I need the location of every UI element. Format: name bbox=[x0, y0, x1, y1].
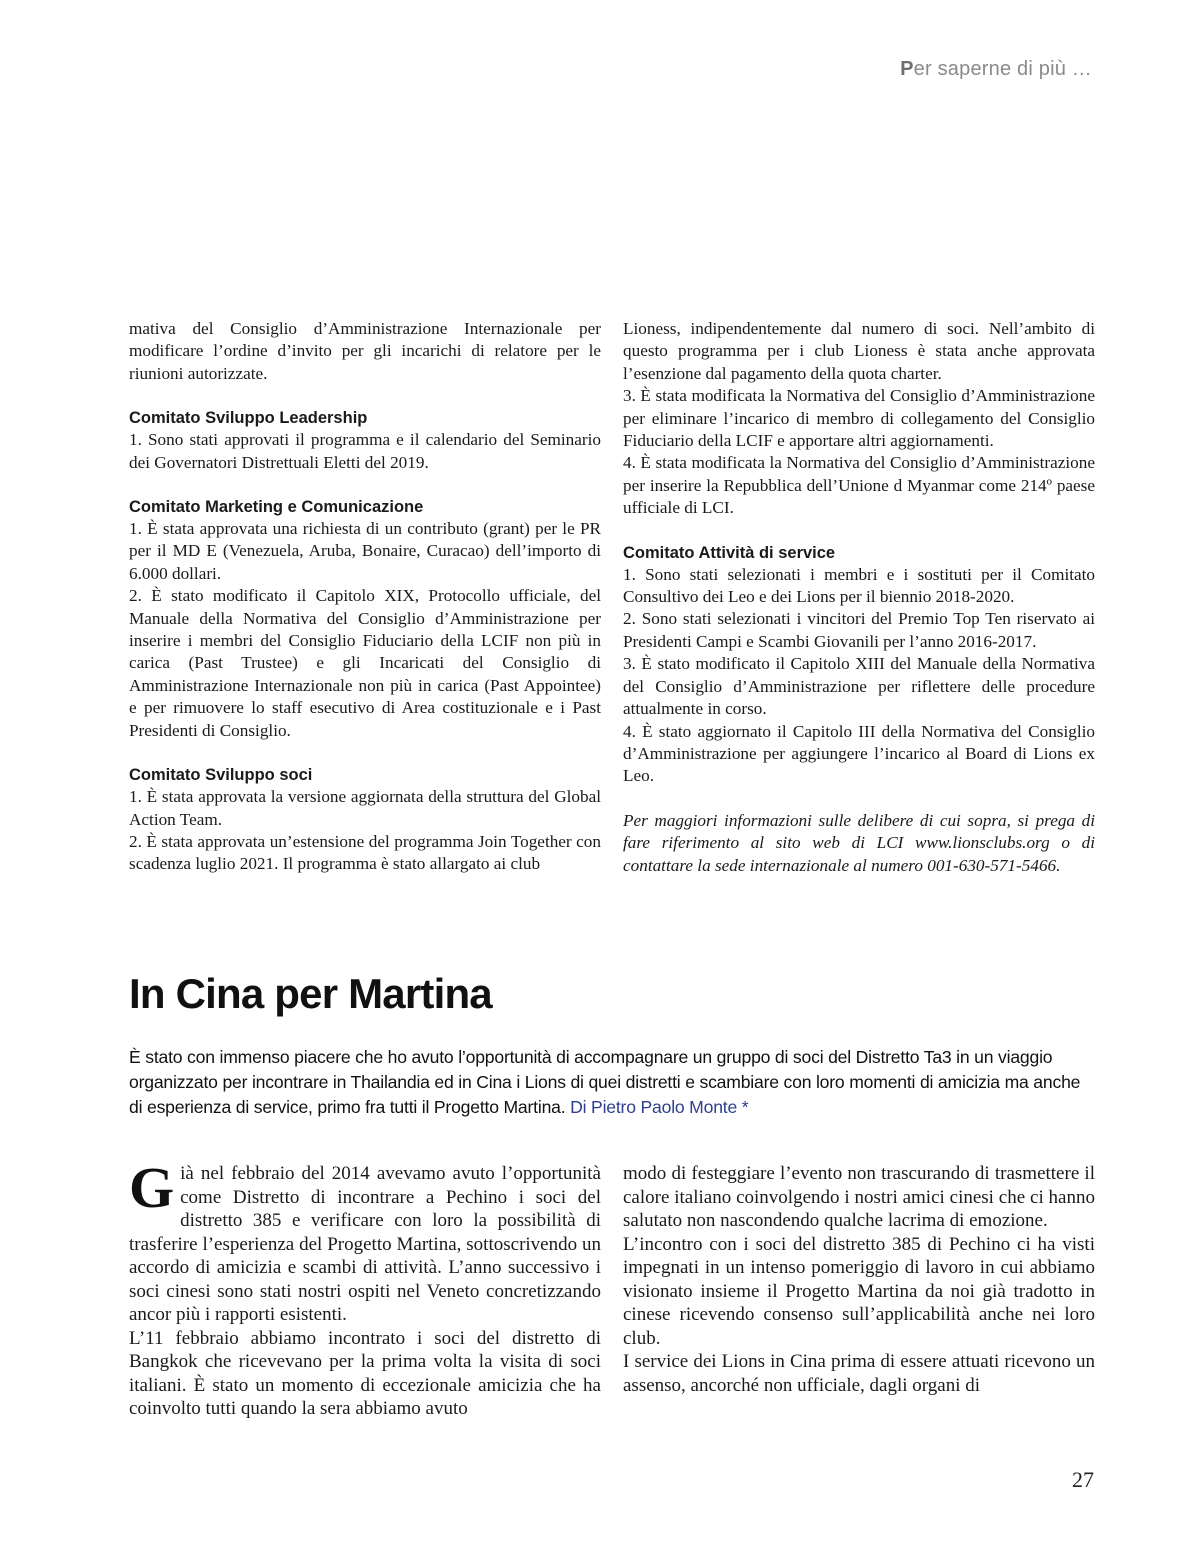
membership-continuation: Lioness, indipendentemente dal numero di soci. Nell’ambito di questo programma per i club Lioness è stata anche approvata l’esenzione dal pagamento della quota charter. bbox=[623, 319, 1095, 383]
membership-item-1: 1. È stata approvata la versione aggiornata della struttura del Global Action Team. bbox=[129, 787, 601, 829]
running-header-initial: P bbox=[900, 58, 914, 80]
marketing-item-2: 2. È stato modificato il Capitolo XIX, Protocollo ufficiale, del Manuale della Normativa del Consiglio d’Amministrazione per inserire i membri del Consiglio Fiduciario della LCIF non più in carica (Past Trustee) e gli Incaricati del Consiglio di Amministrazione Internazionale non più in carica (Past Appointee) e per rimuovere lo staff esecutivo di Area costituzionale e i Past Presidenti di Consiglio. bbox=[129, 586, 601, 740]
info-note: Per maggiori informazioni sulle delibere di cui sopra, si prega di fare riferimento al sito web di LCI www.lionsclubs.org o di contattare la sede internazionale al numero 001-630-571-5466. bbox=[623, 810, 1095, 875]
article-title: In Cina per Martina bbox=[129, 970, 492, 1017]
lead-text: È stato con immenso piacere che ho avuto l’opportunità di accompagnare un gruppo di soci del Distretto Ta3 in un viaggio organizzato per incontrare in Thailandia ed in Cina i Lions di quei distretti e scambiare con loro momenti di amicizia ma anche di esperienza di service, primo fra tutti il Progetto Martina. bbox=[129, 1047, 1081, 1117]
leadership-item-1: 1. Sono stati approvati il programma e il calendario del Seminario dei Governatori Distrettuali Eletti del 2019. bbox=[129, 430, 601, 472]
article-author: Di Pietro Paolo Monte * bbox=[570, 1097, 749, 1117]
article-paragraph-5: I service dei Lions in Cina prima di essere attuati ricevono un assenso, ancorché non ufficiale, dagli organi di bbox=[623, 1351, 1095, 1396]
top-right-column bbox=[623, 318, 1095, 877]
running-header-text: er saperne di più … bbox=[913, 58, 1092, 80]
section-heading-marketing: Comitato Marketing e Comunicazione bbox=[129, 498, 424, 517]
section-heading-service: Comitato Attività di service bbox=[623, 543, 836, 562]
top-left-column bbox=[129, 318, 601, 876]
membership-item-2: 2. È stata approvata un’estensione del programma Join Together con scadenza luglio 2021. Il programma è stato allargato ai club bbox=[129, 831, 601, 874]
running-header bbox=[900, 58, 1092, 81]
service-item-1: 1. Sono stati selezionati i membri e i sostituti per il Comitato Consultivo dei Leo e dei Lions per il biennio 2018-2020. bbox=[623, 564, 1095, 607]
section-heading-membership: Comitato Sviluppo soci bbox=[129, 766, 313, 785]
article-left-column bbox=[129, 1155, 601, 1421]
membership-item-3: 3. È stata modificata la Normativa del Consiglio d’Amministrazione per eliminare l’incarico di membro di collegamento del Consiglio Fiduciario della LCIF e apportare altri aggiornamenti. bbox=[623, 386, 1095, 451]
article-paragraph-3: modo di festeggiare l’evento non trascurando di trasmettere il calore italiano coinvolgendo i nostri amici cinesi che ci hanno salutato non nascondendo qualche lacrima di emozione. bbox=[623, 1163, 1095, 1231]
membership-item-4: 4. È stata modificata la Normativa del Consiglio d’Amministrazione per inserire la Repubblica dell’Unione d Myanmar come 214º paese ufficiale di LCI. bbox=[623, 453, 1095, 518]
article-paragraph-2: L’11 febbraio abbiamo incontrato i soci del distretto di Bangkok che ricevevano per la prima volta la visita di soci italiani. È stato un momento di eccezionale amicizia che ha coinvolto tutti quando la sera abbiamo avuto bbox=[129, 1327, 601, 1419]
intro-paragraph: mativa del Consiglio d’Amministrazione Internazionale per modificare l’ordine d’invito per gli incarichi di relatore per le riunioni autorizzate. bbox=[129, 319, 601, 383]
service-item-3: 3. È stato modificato il Capitolo XIII del Manuale della Normativa del Consiglio d’Amministrazione per riflettere delle procedure attualmente in corso. bbox=[623, 654, 1095, 719]
section-heading-leadership: Comitato Sviluppo Leadership bbox=[129, 409, 368, 428]
article-right-column bbox=[623, 1162, 1095, 1397]
service-item-2: 2. Sono stati selezionati i vincitori del Premio Top Ten riservato ai Presidenti Campi e Scambi Giovanili per l’anno 2016-2017. bbox=[623, 609, 1095, 651]
article-paragraph-1-text: ià nel febbraio del 2014 avevamo avuto l’opportunità come Distretto di incontrare a Pechino i soci del distretto 385 e verificare con loro la possibilità di trasferire l’esperienza del Progetto Martina, sottoscrivendo un accordo di amicizia e scambi di attività. L’anno successivo i soci cinesi sono stati nostri ospiti nel Veneto concretizzando ancor più i rapporti esistenti. bbox=[129, 1163, 601, 1325]
article-lead bbox=[129, 1045, 1095, 1120]
article-paragraph-1 bbox=[129, 1155, 601, 1327]
drop-cap: G bbox=[129, 1155, 175, 1220]
marketing-item-1: 1. È stata approvata una richiesta di un contributo (grant) per le PR per il MD E (Venezuela, Aruba, Bonaire, Curacao) dell’importo di 6.000 dollari. bbox=[129, 519, 601, 583]
article-paragraph-4: L’incontro con i soci del distretto 385 di Pechino ci ha visti impegnati in un intenso pomeriggio di lavoro in cui abbiamo visionato insieme il Progetto Martina da noi già tradotto in cinese ricevendo consenso sull’applicabilità anche nei loro club. bbox=[623, 1233, 1095, 1349]
page-number: 27 bbox=[1072, 1467, 1094, 1492]
service-item-4: 4. È stato aggiornato il Capitolo III della Normativa del Consiglio d’Amministrazione per aggiungere l’incarico al Board di Lions ex Leo. bbox=[623, 721, 1095, 786]
